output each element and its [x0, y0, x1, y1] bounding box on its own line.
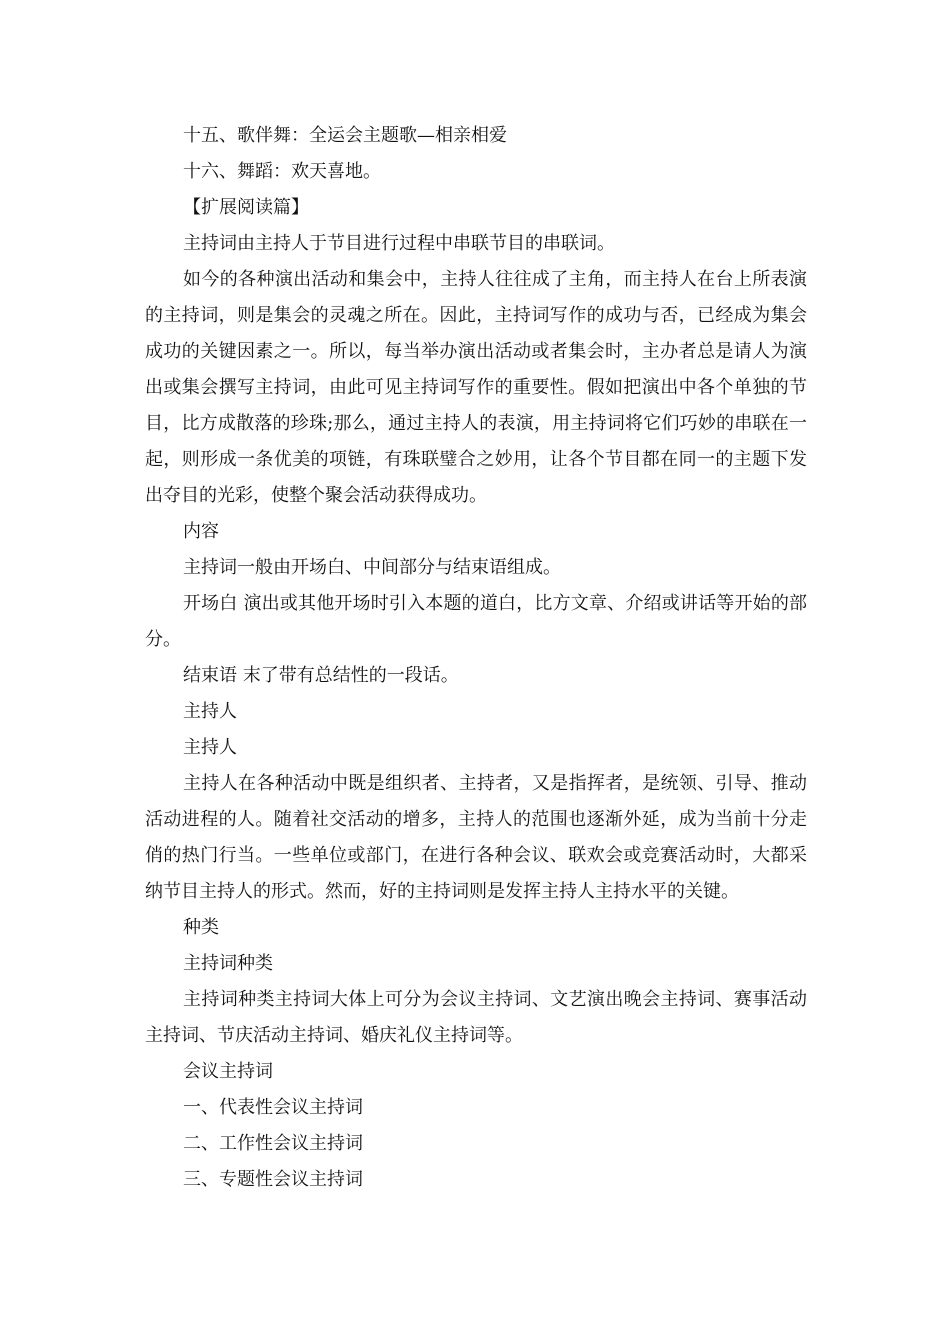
paragraph-types-description: 主持词种类主持词大体上可分为会议主持词、文艺演出晚会主持词、赛事活动主持词、节庆活动主持词、婚庆礼仪主持词等。 [145, 989, 807, 1046]
list-item-work-meeting: 二、工作性会议主持词 [183, 1133, 363, 1154]
paragraph-program-15: 十五、歌伴舞：全运会主题歌—相亲相爱 [183, 125, 507, 146]
list-item-thematic-meeting: 三、专题性会议主持词 [183, 1169, 363, 1190]
list-item-representative-meeting: 一、代表性会议主持词 [183, 1097, 363, 1118]
paragraph-definition: 主持词由主持人于节目进行过程中串联节目的串联词。 [183, 233, 615, 254]
section-heading-types: 种类 [183, 917, 219, 938]
paragraph-host-role: 主持人在各种活动中既是组织者、主持者，又是指挥者，是统领、引导、推动活动进程的人。随着社交活动的增多，主持人的范围也逐渐外延，成为当前十分走俏的热门行当。一些单位或部门，在进行各种会议、联欢会或竞赛活动时，大都采纳节目主持人的形式。然而，好的主持词则是发挥主持人主持水平的关键。 [145, 773, 807, 902]
subheading-host: 主持人 [183, 737, 237, 758]
paragraph-importance: 如今的各种演出活动和集会中，主持人往往成了主角，而主持人在台上所表演的主持词，则是集会的灵魂之所在。因此，主持词写作的成功与否，已经成为集会成功的关键因素之一。所以，每当举办演出活动或者集会时，主办者总是请人为演出或集会撰写主持词，由此可见主持词写作的重要性。假如把演出中各个单独的节目，比方成散落的珍珠;那么，通过主持人的表演，用主持词将它们巧妙的串联在一起，则形成一条优美的项链，有珠联璧合之妙用，让各个节目都在同一的主题下发出夺目的光彩，使整个聚会活动获得成功。 [145, 269, 807, 506]
paragraph-opening: 开场白 演出或其他开场时引入本题的道白，比方文章、介绍或讲话等开始的部分。 [145, 593, 807, 650]
paragraph-extended-reading-heading: 【扩展阅读篇】 [183, 197, 309, 218]
paragraph-program-16: 十六、舞蹈：欢天喜地。 [183, 161, 381, 182]
section-heading-content: 内容 [183, 521, 219, 542]
paragraph-closing: 结束语 末了带有总结性的一段话。 [183, 665, 459, 686]
paragraph-structure: 主持词一般由开场白、中间部分与结束语组成。 [183, 557, 561, 578]
subheading-meeting-scripts: 会议主持词 [183, 1061, 273, 1082]
section-heading-host: 主持人 [183, 701, 237, 722]
document-body [145, 118, 807, 1198]
subheading-types: 主持词种类 [183, 953, 273, 974]
